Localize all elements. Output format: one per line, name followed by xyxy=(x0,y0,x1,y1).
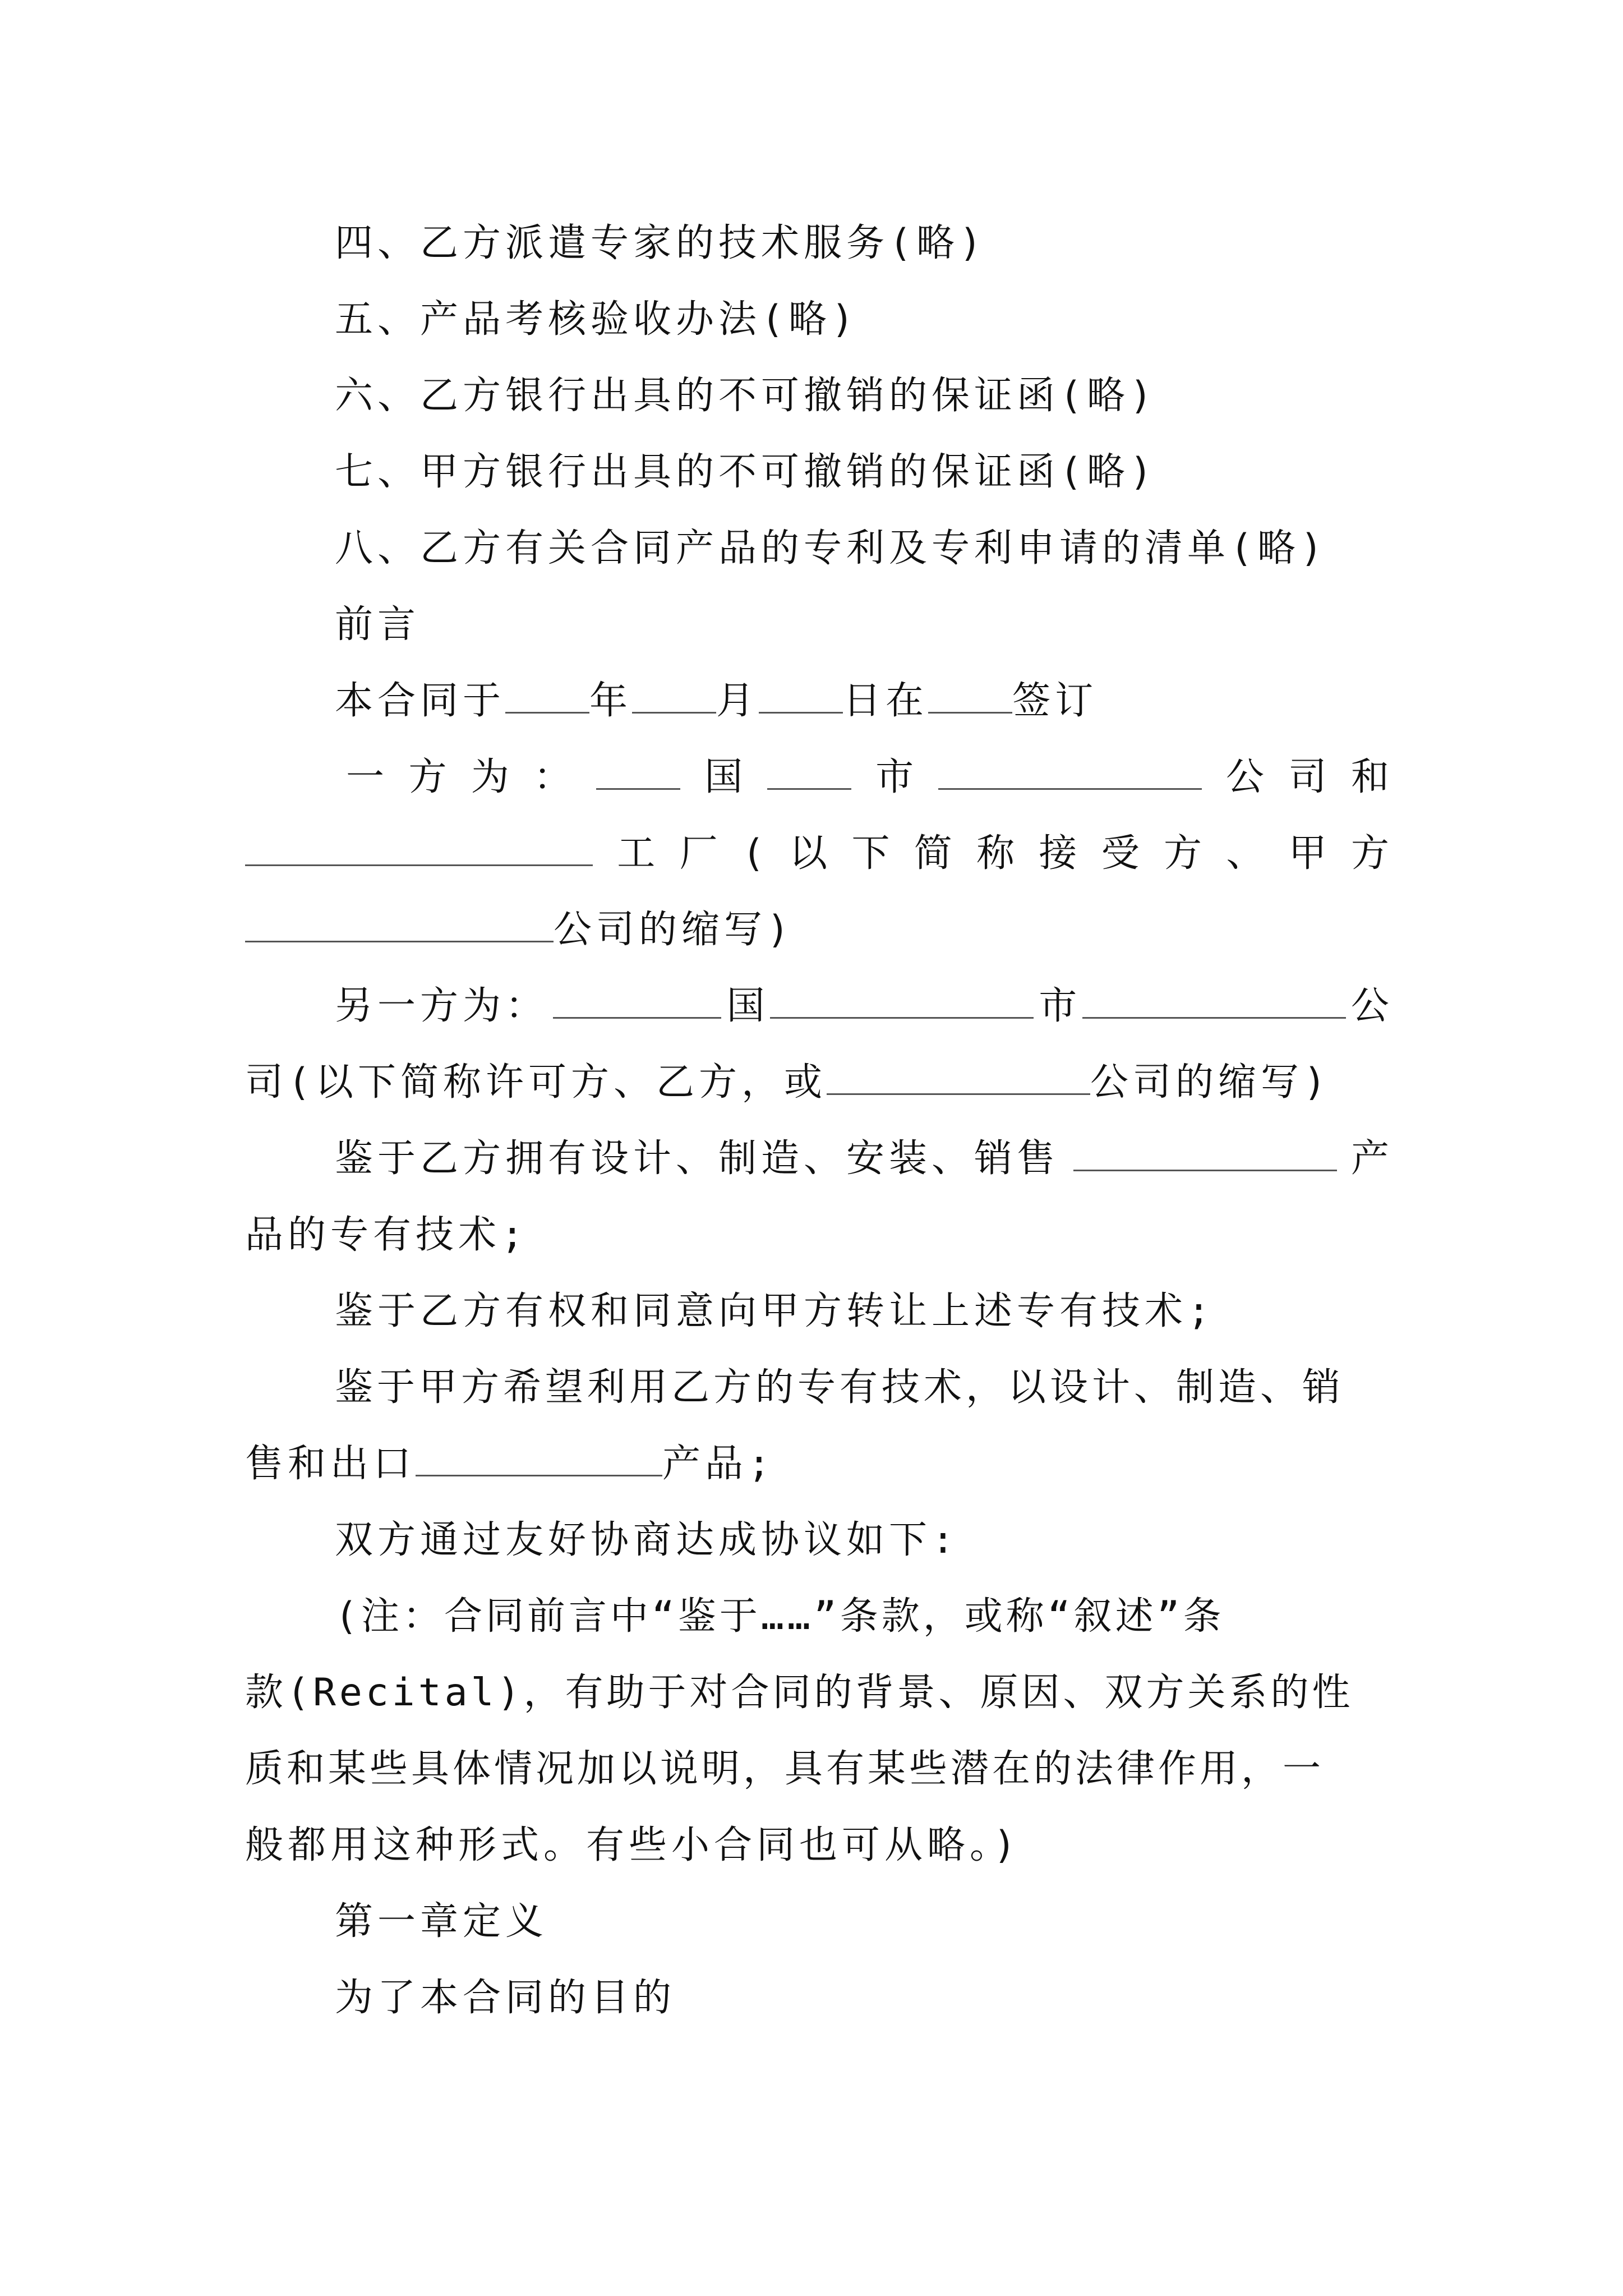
text: 方 xyxy=(408,755,447,799)
appendix-item-5: 五、产品考核验收办法(略) xyxy=(335,297,859,342)
text: 简 xyxy=(914,831,952,876)
signing-suffix: 签订 xyxy=(1012,679,1098,723)
text: 和 xyxy=(1350,755,1389,799)
text: 产 xyxy=(1350,1137,1389,1181)
text: 产品; xyxy=(662,1442,775,1486)
preamble-heading: 前言 xyxy=(335,602,421,647)
text: 方 xyxy=(1350,831,1389,876)
party-one-line-3 xyxy=(245,902,1389,958)
text: 甲 xyxy=(1288,831,1327,876)
signing-prefix: 本合同于 xyxy=(335,679,506,723)
text: ( xyxy=(741,831,765,876)
party-one-line-1 xyxy=(245,749,1389,806)
whereas-3-line-1: 鉴于甲方希望利用乙方的专有技术，以设计、制造、销 xyxy=(335,1365,1345,1410)
blank-year xyxy=(505,677,589,714)
agreement-line: 双方通过友好协商达成协议如下: xyxy=(335,1518,959,1562)
whereas-1-line-2: 品的专有技术; xyxy=(245,1213,528,1257)
blank-city xyxy=(770,982,1034,1019)
text: 市 xyxy=(1039,984,1077,1028)
text: 公司的缩写) xyxy=(1090,1060,1331,1105)
appendix-item-8: 八、乙方有关合同产品的专利及专利申请的清单(略) xyxy=(335,526,1327,570)
party-two-line-1 xyxy=(245,978,1389,1034)
party-two-line-2 xyxy=(245,1055,1389,1111)
appendix-item-6: 六、乙方银行出具的不可撤销的保证函(略) xyxy=(335,374,1157,418)
text: 市 xyxy=(875,755,914,799)
text: 工 xyxy=(617,831,656,876)
appendix-item-4: 四、乙方派遣专家的技术服务(略) xyxy=(335,221,986,265)
signing-year: 年 xyxy=(589,679,633,723)
whereas-1-line-1 xyxy=(245,1131,1389,1187)
text: 鉴于乙方拥有设计、制造、安装、销售 xyxy=(335,1137,1060,1181)
text: 一 xyxy=(346,755,385,799)
text: 司(以下简称许可方、乙方，或 xyxy=(245,1060,827,1105)
blank-product xyxy=(416,1440,662,1476)
blank-place xyxy=(928,677,1012,714)
text: ： xyxy=(533,755,572,799)
blank-abbrev xyxy=(827,1059,1090,1095)
text: 国 xyxy=(704,755,743,799)
blank-abbrev xyxy=(245,906,554,942)
text: 方 xyxy=(1164,831,1202,876)
text: 公 xyxy=(1350,984,1389,1028)
note-line-4: 般都用这种形式。有些小合同也可从略。) xyxy=(245,1823,1021,1867)
text: 下 xyxy=(851,831,890,876)
blank-country xyxy=(553,982,721,1019)
blank-country xyxy=(596,753,680,790)
text: 厂 xyxy=(679,831,718,876)
text: 国 xyxy=(726,984,765,1028)
whereas-3-line-2 xyxy=(245,1436,1389,1492)
text: 售和出口 xyxy=(245,1442,416,1486)
blank-city xyxy=(767,753,851,790)
party-one-line-2 xyxy=(245,826,1389,882)
signing-line xyxy=(245,673,1389,729)
purpose-line: 为了本合同的目的 xyxy=(335,1976,676,2020)
text: 另一方为： xyxy=(335,984,548,1028)
text: 为 xyxy=(471,755,509,799)
blank-factory xyxy=(245,830,593,866)
chapter-one-heading: 第一章定义 xyxy=(335,1899,548,1944)
blank-company xyxy=(1082,982,1346,1019)
text: 受 xyxy=(1101,831,1140,876)
blank-product xyxy=(1073,1135,1337,1171)
signing-month: 月 xyxy=(716,679,759,723)
blank-company xyxy=(938,753,1202,790)
blank-month xyxy=(632,677,716,714)
text: 接 xyxy=(1039,831,1077,876)
whereas-2: 鉴于乙方有权和同意向甲方转让上述专有技术; xyxy=(335,1289,1215,1333)
text: 司 xyxy=(1288,755,1327,799)
appendix-item-7: 七、甲方银行出具的不可撤销的保证函(略) xyxy=(335,450,1157,494)
note-line-2: 款(Recital)，有助于对合同的背景、原因、双方关系的性 xyxy=(245,1671,1354,1715)
text: 、 xyxy=(1226,831,1265,876)
text: 公司的缩写) xyxy=(554,908,794,952)
signing-day: 日在 xyxy=(843,679,929,723)
note-line-1: (注：合同前言中“鉴于……”条款，或称“叙述”条 xyxy=(335,1594,1225,1639)
text: 称 xyxy=(976,831,1015,876)
text: 公 xyxy=(1226,755,1265,799)
note-line-3: 质和某些具体情况加以说明，具有某些潜在的法律作用，一 xyxy=(245,1747,1325,1791)
blank-day xyxy=(759,677,843,714)
text: 以 xyxy=(789,831,828,876)
